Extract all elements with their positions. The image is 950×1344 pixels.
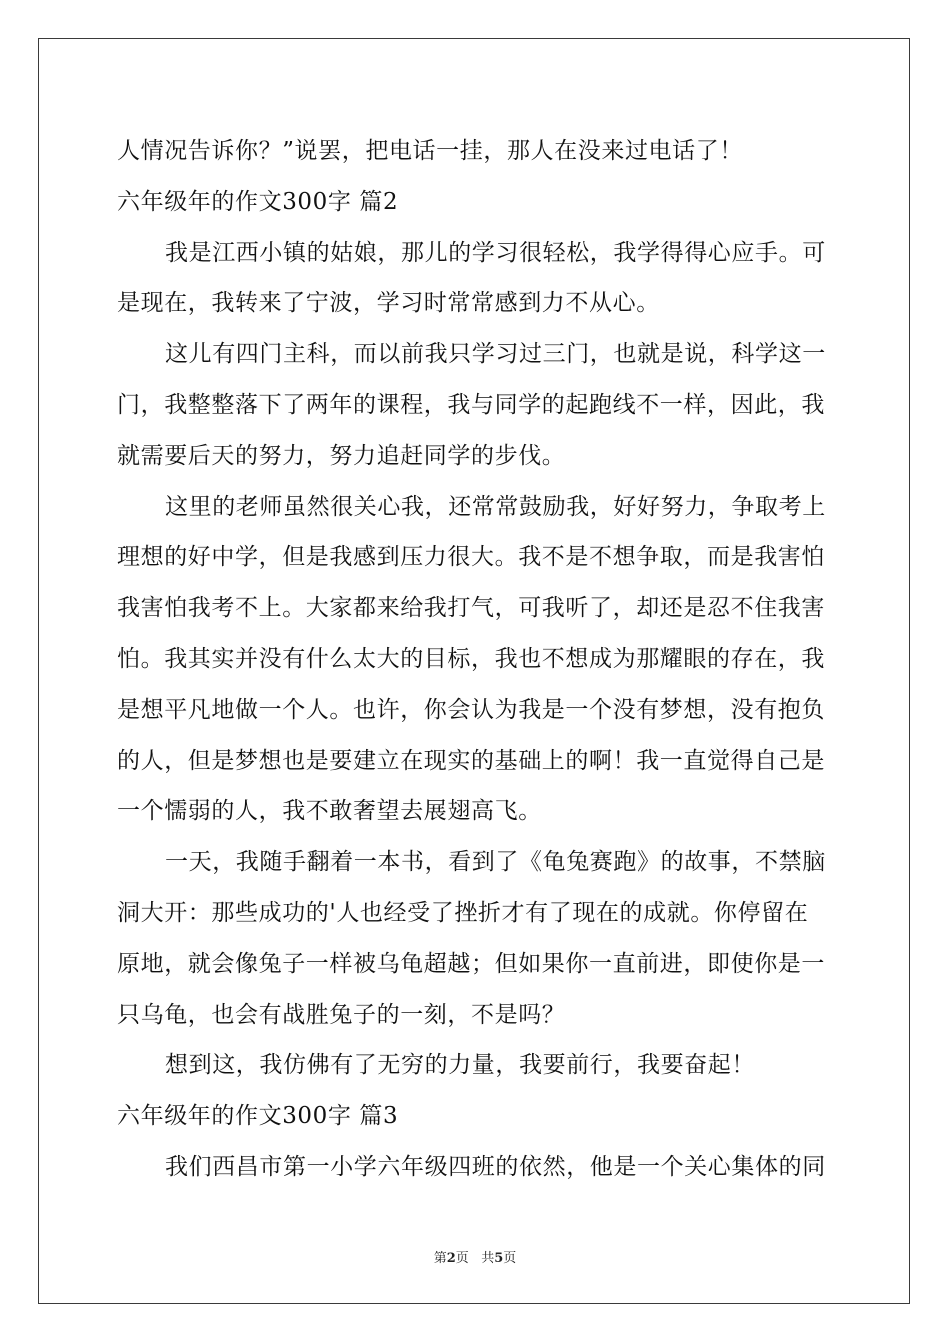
footer-total-prefix: 共 xyxy=(481,1251,495,1266)
footer-page-suffix: 页 xyxy=(455,1251,469,1266)
text-line: 一天，我随手翻着一本书，看到了《龟兔赛跑》的故事，不禁脑 xyxy=(165,849,826,876)
section-heading: 六年级年的作文300字 篇3 xyxy=(117,1103,399,1130)
text-line: 只乌龟，也会有战胜兔子的一刻，不是吗？ xyxy=(117,1001,566,1028)
text-line: 一个懦弱的人，我不敢奢望去展翅高飞。 xyxy=(117,798,542,825)
document-body xyxy=(117,126,833,1193)
footer-total-pages: 5 xyxy=(494,1251,504,1266)
page-footer xyxy=(0,1247,950,1266)
footer-page-number: 2 xyxy=(446,1251,456,1266)
text-line: 是想平凡地做一个人。也许，你会认为我是一个没有梦想，没有抱负 xyxy=(117,696,825,723)
text-line: 我是江西小镇的姑娘，那儿的学习很轻松，我学得得心应手。可 xyxy=(165,239,826,266)
text-line: 人情况告诉你？”说罢，把电话一挂，那人在没来过电话了！ xyxy=(117,138,743,164)
text-line: 洞大开：那些成功的'人也经受了挫折才有了现在的成就。你停留在 xyxy=(117,899,809,926)
text-line: 想到这，我仿佛有了无穷的力量，我要前行，我要奋起！ xyxy=(165,1052,755,1079)
text-line: 这儿有四门主科，而以前我只学习过三门，也就是说，科学这一 xyxy=(165,341,826,368)
footer-page-prefix: 第 xyxy=(433,1251,447,1266)
text-line: 是现在，我转来了宁波，学习时常常感到力不从心。 xyxy=(117,290,660,317)
text-line: 门，我整整落下了两年的课程，我与同学的起跑线不一样，因此，我 xyxy=(117,391,825,418)
text-line: 的人，但是梦想也是要建立在现实的基础上的啊！我一直觉得自己是 xyxy=(117,747,825,774)
text-line: 这里的老师虽然很关心我，还常常鼓励我，好好努力，争取考上 xyxy=(165,493,826,520)
text-line: 理想的好中学，但是我感到压力很大。我不是不想争取，而是我害怕 xyxy=(117,544,825,571)
section-heading: 六年级年的作文300字 篇2 xyxy=(117,188,399,215)
text-line: 我害怕我考不上。大家都来给我打气，可我听了，却还是忍不住我害 xyxy=(117,595,825,622)
text-line: 我们西昌市第一小学六年级四班的依然，他是一个关心集体的同 xyxy=(165,1153,826,1180)
footer-total-suffix: 页 xyxy=(503,1251,517,1266)
text-line: 原地，就会像兔子一样被乌龟超越；但如果你一直前进，即使你是一 xyxy=(117,950,825,977)
text-line: 怕。我其实并没有什么太大的目标，我也不想成为那耀眼的存在，我 xyxy=(117,645,825,672)
text-line: 就需要后天的努力，努力追赶同学的步伐。 xyxy=(117,442,566,469)
